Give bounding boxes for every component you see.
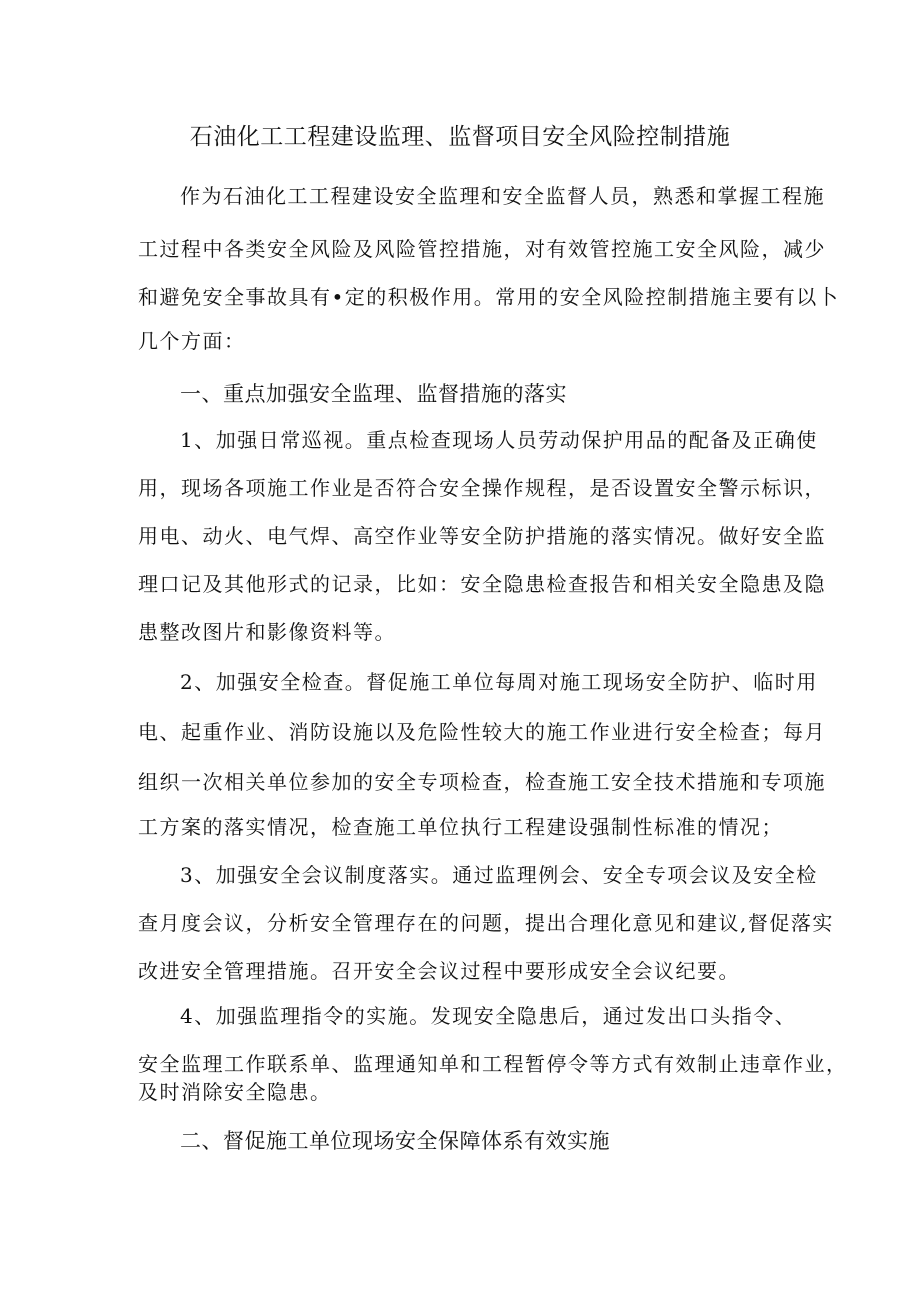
item-3-line-2: 查月度会议，分析安全管理存在的问题，提出合理化意见和建议,督促落实 bbox=[138, 911, 834, 935]
section-2-heading: 二、督促施工单位现场安全保障体系有效实施 bbox=[180, 1129, 610, 1153]
document-title: 石油化工工程建设监理、监督项目安全风险控制措施 bbox=[189, 124, 731, 150]
item-2-line-3: 组织一次相关单位参加的安全专项检查，检查施工安全技术措施和专项施 bbox=[138, 770, 826, 794]
item-4-line-3: 及时消除安全隐患。 bbox=[138, 1080, 332, 1104]
item-3-line-3: 改进安全管理措施。召开安全会议过程中要形成安全会议纪要。 bbox=[138, 959, 740, 983]
item-1-line-4: 理口记及其他形式的记录，比如：安全隐患检查报告和相关安全隐患及隐 bbox=[138, 572, 826, 596]
item-2-line-4: 工方案的落实情况，检查施工单位执行工程建设强制性标准的情况； bbox=[138, 815, 783, 839]
intro-line-1: 作为石油化工工程建设安全监理和安全监督人员，熟悉和掌握工程施 bbox=[180, 184, 825, 208]
item-1-line-3: 用电、动火、电气焊、高空作业等安全防护措施的落实情况。做好安全监 bbox=[138, 524, 826, 548]
intro-line-4: 几个方面： bbox=[138, 329, 246, 353]
section-1-heading: 一、重点加强安全监理、监督措施的落实 bbox=[180, 382, 567, 406]
item-1-line-1: 1、加强日常巡视。重点检查现场人员劳动保护用品的配备及正确使 bbox=[180, 428, 818, 452]
item-4-line-1: 4、加强监理指令的实施。发现安全隐患后，通过发出口头指令、 bbox=[180, 1004, 797, 1028]
intro-line-3: 和避免安全事故具有•定的积极作用。常用的安全风险控制措施主要有以卜 bbox=[138, 285, 840, 309]
item-1-line-2: 用，现场各项施工作业是否符合安全操作规程，是否设置安全警示标识， bbox=[138, 476, 826, 500]
item-3-line-1: 3、加强安全会议制度落实。通过监理例会、安全专项会议及安全检 bbox=[180, 863, 818, 887]
item-1-line-5: 患整改图片和影像资料等。 bbox=[138, 620, 396, 644]
item-4-line-2: 安全监理工作联系单、监理通知单和工程暂停令等方式有效制止违章作业， bbox=[138, 1052, 848, 1076]
item-2-line-1: 2、加强安全检查。督促施工单位每周对施工现场安全防护、临时用 bbox=[180, 670, 818, 694]
item-2-line-2: 电、起重作业、消防设施以及危险性较大的施工作业进行安全检查；每月 bbox=[138, 720, 826, 744]
intro-line-2: 工过程中各类安全风险及风险管控措施，对有效管控施工安全风险，减少 bbox=[138, 237, 826, 261]
